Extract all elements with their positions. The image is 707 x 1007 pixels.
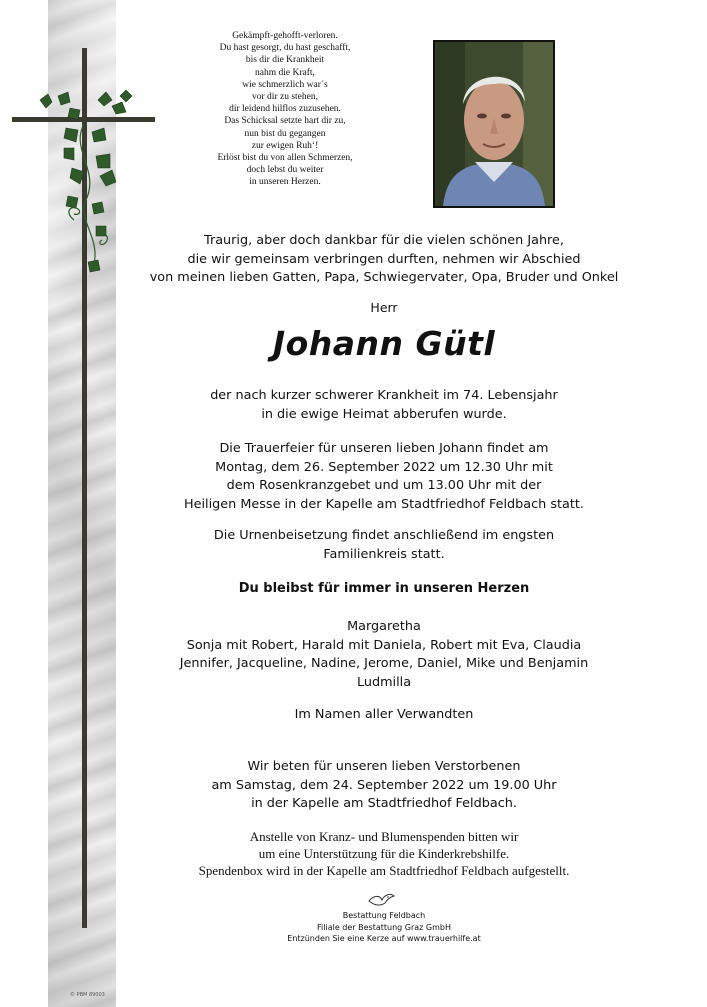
poem-line: doch lebst du weiter <box>246 165 324 176</box>
family-line: Jennifer, Jacqueline, Nadine, Jerome, Daniel, Mike und Benjamin <box>179 656 589 671</box>
motto: Du bleibst für immer in unseren Herzen <box>238 581 530 596</box>
poem-line: in unseren Herzen. <box>249 177 321 188</box>
dove-icon <box>366 891 396 909</box>
donation-line: Spendenbox wird in der Kapelle am Stadtfriedhof Feldbach aufgestellt. <box>198 863 570 878</box>
urn-burial <box>120 527 648 564</box>
intro-text <box>120 232 648 288</box>
print-code: © PBM 89003 <box>70 992 105 998</box>
prayer-details <box>120 758 648 814</box>
family-line: Sonja mit Robert, Harald mit Daniela, Robert mit Eva, Claudia <box>186 637 582 653</box>
poem-line: Gekämpft-gehofft-verloren. <box>232 31 338 41</box>
ceremony-line: Die Trauerfeier für unseren lieben Johann findet am <box>219 441 549 456</box>
donation-line: Anstelle von Kranz- und Blumenspenden bitten wir <box>249 829 519 844</box>
poem-line: dir leidend hilflos zuzusehen. <box>229 104 341 115</box>
funeral-home-footer <box>120 910 648 945</box>
relatives: Im Namen aller Verwandten <box>294 707 474 722</box>
ceremony-line: Montag, dem 26. September 2022 um 12.30 Uhr mit <box>215 459 553 475</box>
prayer-line: Wir beten für unseren lieben Verstorbenen <box>247 759 521 774</box>
family-line: Ludmilla <box>356 674 412 690</box>
footer-line: Bestattung Feldbach <box>342 911 426 920</box>
portrait-photo <box>433 40 555 208</box>
footer-link[interactable]: Entzünden Sie eine Kerze auf www.trauerhilfe.at <box>287 934 481 943</box>
poem-line: zur ewigen Ruh‘! <box>251 140 319 151</box>
intro-line: die wir gemeinsam verbringen durften, nehmen wir Abschied <box>187 251 581 267</box>
intro-line: von meinen lieben Gatten, Papa, Schwiegervater, Opa, Bruder und Onkel <box>149 270 619 285</box>
poem-line: wie schmerzlich war´s <box>242 79 328 90</box>
poem-line: nahm die Kraft, <box>255 67 315 78</box>
death-notice-line: der nach kurzer schwerer Krankheit im 74. Lebensjahr <box>210 388 558 403</box>
poem-line: vor dir zu stehen, <box>252 92 318 103</box>
deceased-name: Johann Gütl <box>272 324 496 363</box>
ceremony-line: Heiligen Messe in der Kapelle am Stadtfriedhof Feldbach statt. <box>184 496 584 512</box>
family-line: Margaretha <box>347 619 421 634</box>
ceremony-details <box>120 440 648 514</box>
poem-line: nun bist du gegangen <box>244 128 326 139</box>
intro-line: Traurig, aber doch dankbar für die vielen schönen Jahre, <box>204 233 564 248</box>
poem-line: bis dir die Krankheit <box>245 55 325 66</box>
urn-line: Die Urnenbeisetzung findet anschließend im engsten <box>213 528 555 543</box>
donation-line: um eine Unterstützung für die Kinderkrebshilfe. <box>258 846 510 861</box>
footer-line: Filiale der Bestattung Graz GmbH <box>317 922 451 932</box>
death-notice-line: in die ewige Heimat abberufen wurde. <box>261 406 507 422</box>
poem <box>175 30 395 189</box>
poem-line: Erlöst bist du von allen Schmerzen, <box>217 153 353 164</box>
prayer-line: am Samstag, dem 24. September 2022 um 19.00 Uhr <box>211 777 557 793</box>
donation-note <box>120 828 648 879</box>
prayer-line: in der Kapelle am Stadtfriedhof Feldbach. <box>251 796 517 811</box>
salutation: Herr <box>370 300 398 315</box>
poem-line: Das Schicksal setzte hart dir zu, <box>224 116 346 127</box>
poem-line: Du hast gesorgt, du hast geschafft, <box>219 43 351 54</box>
death-notice <box>120 387 648 424</box>
urn-line: Familienkreis statt. <box>323 546 445 562</box>
ceremony-line: dem Rosenkranzgebet und um 13.00 Uhr mit der <box>226 478 542 493</box>
family-list <box>120 618 648 692</box>
portrait-icon <box>435 42 553 206</box>
